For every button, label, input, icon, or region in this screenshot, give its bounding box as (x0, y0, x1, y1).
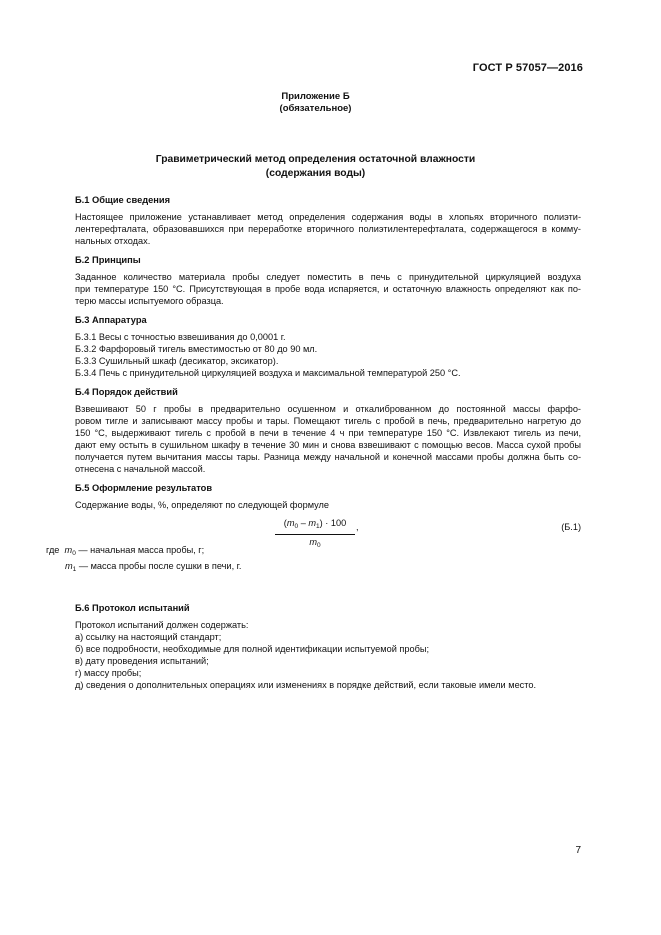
formula-b1 (75, 517, 581, 547)
section-heading-b4: Б.4 Порядок действий (75, 387, 178, 397)
formula-numerator: $(m_0 - m_1) \cdot 100$ (275, 517, 355, 535)
list-item: в) дату проведения испытаний; (75, 656, 209, 666)
section-b3-list (75, 331, 581, 379)
text-line: лентерефталата, образовавшихся при переработке вторичного полиэтилентерефталата, содержащегося в комму- (75, 224, 581, 234)
text-line: Настоящее приложение устанавливает метод определения содержания воды в хлопьях вторичного полиэти- (75, 212, 581, 222)
list-item: д) сведения о дополнительных операциях или изменениях в порядке действий, если таковые имели место. (75, 680, 537, 690)
document-body (75, 194, 581, 547)
list-item: Б.3.4 Печь с принудительной циркуляцией воздуха и максимальной температурой 250 °C. (75, 368, 461, 378)
document-title-line-2: (содержания воды) (265, 168, 366, 179)
text-line: Заданное количество материала пробы следует поместить в печь с принудительной циркуляцией воздуха (75, 272, 581, 282)
section-b4-text (75, 403, 581, 475)
list-item: г) массу пробы; (75, 668, 142, 678)
text-line: нальных отходах. (75, 236, 151, 246)
list-item: Б.3.3 Сушильный шкаф (десикатор, эксикатор). (75, 356, 279, 366)
section-b6 (75, 602, 581, 631)
section-b2-text (75, 271, 581, 307)
section-b6-list (75, 631, 615, 691)
appendix-heading (0, 91, 631, 115)
list-item: Б.3.2 Фарфоровый тигель вместимостью от 80 до 90 мл. (75, 344, 318, 354)
text-line: 150 °C, выдерживают тигель с пробой в печи в течение 4 ч при температуре 150 °C. Извлекают тигель из печи, (75, 428, 581, 438)
page-number: 7 (575, 845, 581, 856)
text-line: отнесена с начальной массой. (75, 464, 206, 474)
list-item: б) все подробности, необходимые для полной идентификации испытуемой пробы; (75, 644, 429, 654)
document-title (0, 153, 631, 181)
legend-m0: где $m_0$ — начальная масса пробы, г; (46, 545, 205, 557)
formula-comma: , (356, 522, 359, 532)
appendix-title: Приложение Б (281, 91, 350, 102)
legend-m1: $m_1$ — масса пробы после сушки в печи, г. (65, 561, 242, 573)
section-b1-text (75, 211, 581, 247)
section-b5-intro: Содержание воды, %, определяют по следующей формуле (75, 500, 329, 510)
text-line: получается путем вычитания массы тары. Разница между начальной и конечной массами пробы должна быть со- (75, 452, 581, 462)
section-b6-text (75, 619, 581, 631)
section-heading-b1: Б.1 Общие сведения (75, 195, 171, 205)
formula-denominator: $m_0$ (309, 537, 321, 549)
text-line: при температуре 150 °C. Присутствующая в пробе вода испаряется, и остаточную влажность определяют как по- (75, 284, 581, 294)
formula-number: (Б.1) (561, 522, 581, 532)
section-heading-b6: Б.6 Протокол испытаний (75, 603, 190, 613)
section-heading-b5: Б.5 Оформление результатов (75, 483, 213, 493)
formula-legend (46, 544, 566, 576)
document-code: ГОСТ Р 57057—2016 (472, 62, 583, 74)
section-heading-b3: Б.3 Аппаратура (75, 315, 147, 325)
text-line: терю массы испытуемого образца. (75, 296, 224, 306)
list-item: а) ссылку на настоящий стандарт; (75, 632, 222, 642)
text-line: дают ему остыть в сушильном шкафу в течение 30 мин и снова взвешивают с помощью весов. Масса сухой пробы (75, 440, 581, 450)
text-line: ровом тигле и записывают массу пробы и тары. Помещают тигель с пробой в печь, предварительно нагретую до (75, 416, 581, 426)
text-line: Протокол испытаний должен содержать: (75, 620, 249, 630)
text-line: Взвешивают 50 г пробы в предварительно осушенном и откалиброванном до постоянной массы фарфо- (75, 404, 581, 414)
section-heading-b2: Б.2 Принципы (75, 255, 141, 265)
appendix-subtitle: (обязательное) (279, 103, 352, 114)
list-item: Б.3.1 Весы с точностью взвешивания до 0,0001 г. (75, 332, 286, 342)
document-title-line-1: Гравиметрический метод определения остаточной влажности (155, 154, 476, 165)
